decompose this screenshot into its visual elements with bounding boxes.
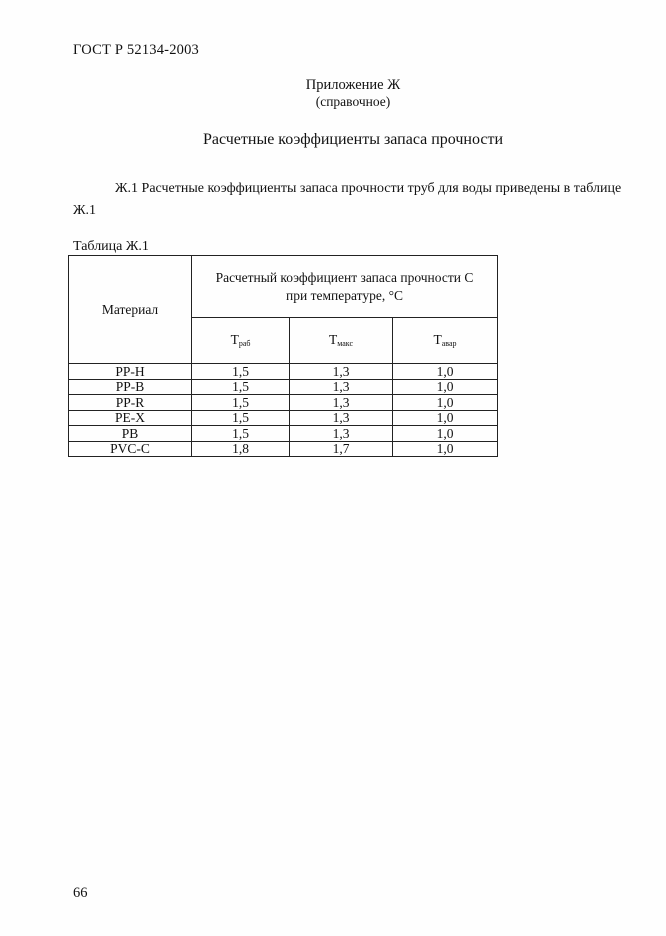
column-header-t-emergency	[393, 318, 498, 364]
value-cell: 1,7	[290, 441, 393, 457]
annex-subtitle: (справочное)	[315, 94, 391, 109]
temperature-symbol: Т	[230, 332, 239, 347]
value-cell: 1,0	[393, 441, 498, 457]
column-header-t-max	[290, 318, 393, 364]
column-header-t-work	[192, 318, 290, 364]
document-code: ГОСТ Р 52134-2003	[73, 42, 199, 58]
material-cell: PB	[69, 426, 192, 442]
table-row	[69, 426, 498, 442]
value-cell: 1,0	[393, 410, 498, 426]
material-cell: PVC-C	[69, 441, 192, 457]
temperature-subscript: раб	[238, 339, 251, 348]
temperature-symbol: Т	[328, 332, 338, 347]
page-number: 66	[73, 885, 88, 901]
value-cell: 1,3	[290, 379, 393, 395]
value-cell: 1,3	[290, 410, 393, 426]
material-column-header: Материал	[69, 256, 192, 364]
value-cell: 1,3	[290, 395, 393, 411]
table-caption: Таблица Ж.1	[73, 239, 149, 254]
value-cell: 1,5	[192, 379, 290, 395]
value-cell: 1,5	[192, 426, 290, 442]
annex-title: Приложение Ж	[305, 77, 401, 93]
value-cell: 1,3	[290, 426, 393, 442]
group-header-line-2: при температуре, °С	[286, 287, 403, 303]
section-title: Расчетные коэффициенты запаса прочности	[202, 131, 504, 148]
value-cell: 1,5	[192, 410, 290, 426]
material-cell: PP-H	[69, 364, 192, 380]
group-header-line-1: Расчетный коэффициент запаса прочности С	[215, 269, 474, 285]
table-row	[69, 441, 498, 457]
value-cell: 1,5	[192, 364, 290, 380]
value-cell: 1,0	[393, 426, 498, 442]
table-row	[69, 364, 498, 380]
value-cell: 1,3	[290, 364, 393, 380]
material-cell: PE-X	[69, 410, 192, 426]
temperature-subscript: макс	[337, 339, 354, 348]
coefficients-table	[68, 255, 498, 457]
temperature-subscript: авар	[441, 339, 457, 348]
value-cell: 1,0	[393, 379, 498, 395]
value-cell: 1,0	[393, 364, 498, 380]
material-cell: PP-R	[69, 395, 192, 411]
coefficient-group-header	[192, 256, 498, 318]
material-cell: PP-B	[69, 379, 192, 395]
temperature-symbol: Т	[433, 332, 442, 347]
value-cell: 1,5	[192, 395, 290, 411]
value-cell: 1,8	[192, 441, 290, 457]
table-header-row	[69, 256, 498, 318]
table-row	[69, 379, 498, 395]
table-row	[69, 410, 498, 426]
paragraph-line-2: Ж.1	[73, 203, 97, 218]
value-cell: 1,0	[393, 395, 498, 411]
table-row	[69, 395, 498, 411]
paragraph-line-1: Ж.1 Расчетные коэффициенты запаса прочности труб для воды приведены в таблице	[115, 181, 622, 196]
